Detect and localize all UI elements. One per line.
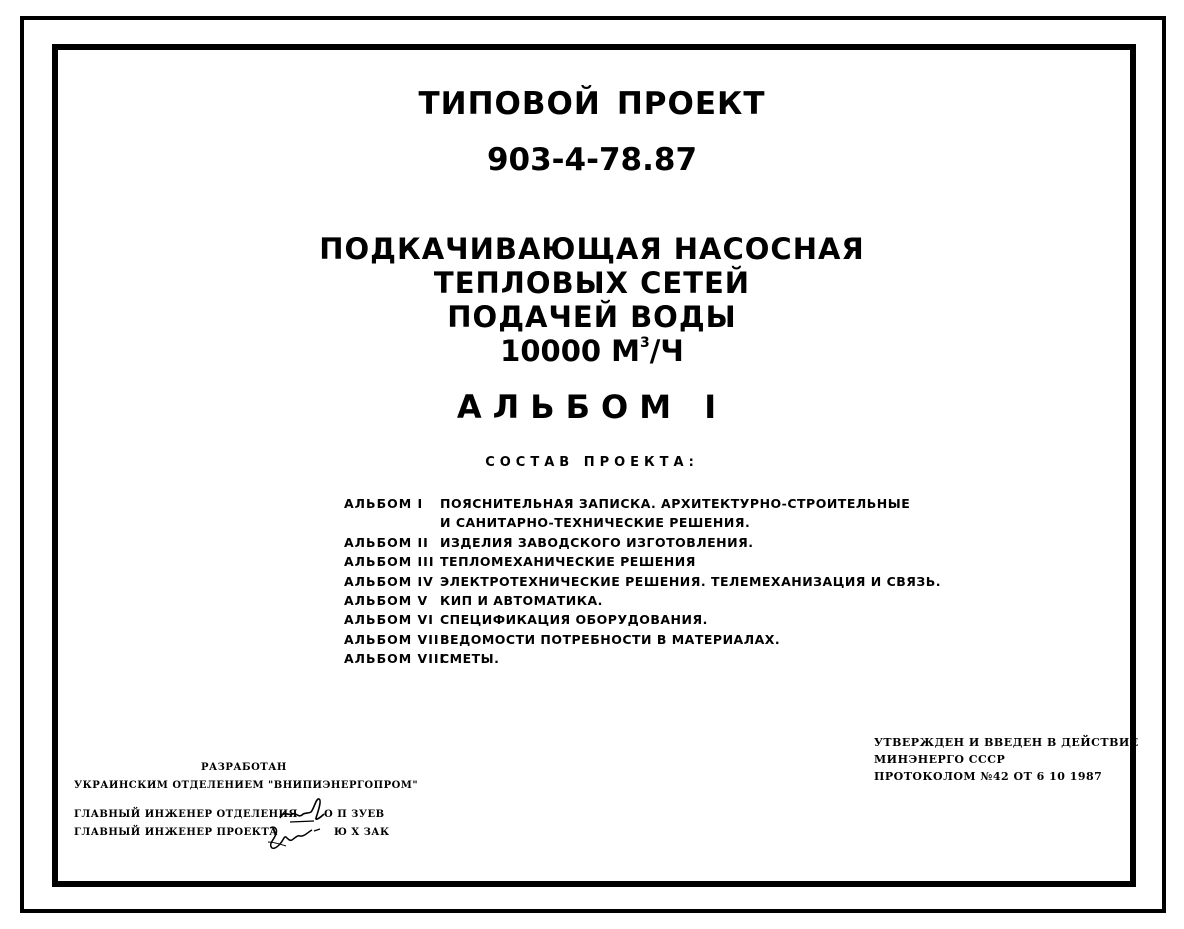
approval-line1: УТВЕРЖДЕН И ВВЕДЕН В ДЕЙСТВИЕ bbox=[874, 736, 1139, 749]
chief-engineer-dept-name: О П ЗУЕВ bbox=[324, 809, 385, 820]
album-name: АЛЬБОМ I bbox=[344, 496, 424, 511]
composition-heading: СОСТАВ ПРОЕКТА: bbox=[485, 455, 699, 470]
album-name: АЛЬБОМ III bbox=[344, 554, 435, 570]
project-name-line2: ТЕПЛОВЫХ СЕТЕЙ bbox=[433, 266, 751, 300]
capacity-exponent: 3 bbox=[640, 335, 650, 351]
project-name-line3: ПОДАЧЕЙ ВОДЫ bbox=[447, 300, 737, 334]
project-type-word1: ТИПОВОЙ bbox=[418, 86, 601, 122]
list-item bbox=[344, 513, 924, 532]
developer-org: УКРАИНСКИМ ОТДЕЛЕНИЕМ "ВНИПИЭНЕРГОПРОМ" bbox=[74, 780, 419, 791]
project-type-heading bbox=[0, 86, 1184, 122]
album-name: АЛЬБОМ IV bbox=[344, 573, 434, 589]
album-description: ВЕДОМОСТИ ПОТРЕБНОСТИ В МАТЕРИАЛАХ. bbox=[440, 631, 781, 647]
list-item bbox=[344, 591, 924, 610]
developer-label: РАЗРАБОТАН bbox=[201, 762, 287, 773]
album-name: АЛЬБОМ VI bbox=[344, 612, 434, 628]
chief-engineer-project-label: ГЛАВНЫЙ ИНЖЕНЕР ПРОЕКТА bbox=[74, 827, 278, 838]
album-description: ИЗДЕЛИЯ ЗАВОДСКОГО ИЗГОТОВЛЕНИЯ. bbox=[440, 534, 754, 550]
album-name: АЛЬБОМ VIII bbox=[344, 651, 446, 667]
album-heading: АЛЬБОМ I bbox=[456, 388, 728, 426]
album-name: АЛЬБОМ VII bbox=[344, 631, 440, 647]
capacity-value: 10000 М bbox=[500, 334, 641, 368]
album-description: И САНИТАРНО-ТЕХНИЧЕСКИЕ РЕШЕНИЯ. bbox=[440, 515, 751, 531]
album-description: ТЕПЛОМЕХАНИЧЕСКИЕ РЕШЕНИЯ bbox=[440, 554, 696, 570]
project-name-line1: ПОДКАЧИВАЮЩАЯ НАСОСНАЯ bbox=[319, 232, 865, 266]
album-name: АЛЬБОМ II bbox=[344, 534, 429, 550]
capacity-unit: /Ч bbox=[649, 334, 684, 368]
list-item bbox=[344, 630, 924, 649]
capacity bbox=[0, 334, 1184, 368]
project-code: 903-4-78.87 bbox=[486, 142, 698, 178]
album-description: СМЕТЫ. bbox=[440, 651, 500, 667]
project-type-word2: ПРОЕКТ bbox=[616, 86, 766, 122]
approval-line2: МИНЭНЕРГО СССР bbox=[874, 753, 1006, 766]
list-item bbox=[344, 649, 924, 668]
album-description: ПОЯСНИТЕЛЬНАЯ ЗАПИСКА. АРХИТЕКТУРНО-СТРОИТЕЛЬНЫЕ bbox=[440, 496, 911, 511]
list-item bbox=[344, 533, 924, 552]
list-item bbox=[344, 494, 924, 513]
album-description: КИП И АВТОМАТИКА. bbox=[440, 592, 603, 608]
approval-line3: ПРОТОКОЛОМ №42 ОТ 6 10 1987 bbox=[874, 770, 1103, 783]
signature-icon bbox=[264, 822, 324, 854]
composition-list bbox=[344, 494, 942, 669]
chief-engineer-dept-label: ГЛАВНЫЙ ИНЖЕНЕР ОТДЕЛЕНИЯ bbox=[74, 809, 298, 820]
list-item bbox=[344, 572, 942, 591]
chief-engineer-project-name: Ю Х ЗАК bbox=[334, 827, 390, 838]
album-name: АЛЬБОМ V bbox=[344, 592, 429, 608]
album-description: ЭЛЕКТРОТЕХНИЧЕСКИЕ РЕШЕНИЯ. ТЕЛЕМЕХАНИЗАЦИЯ И СВЯЗЬ. bbox=[440, 573, 942, 589]
list-item bbox=[344, 552, 924, 571]
album-description: СПЕЦИФИКАЦИЯ ОБОРУДОВАНИЯ. bbox=[440, 612, 708, 628]
list-item bbox=[344, 610, 924, 629]
